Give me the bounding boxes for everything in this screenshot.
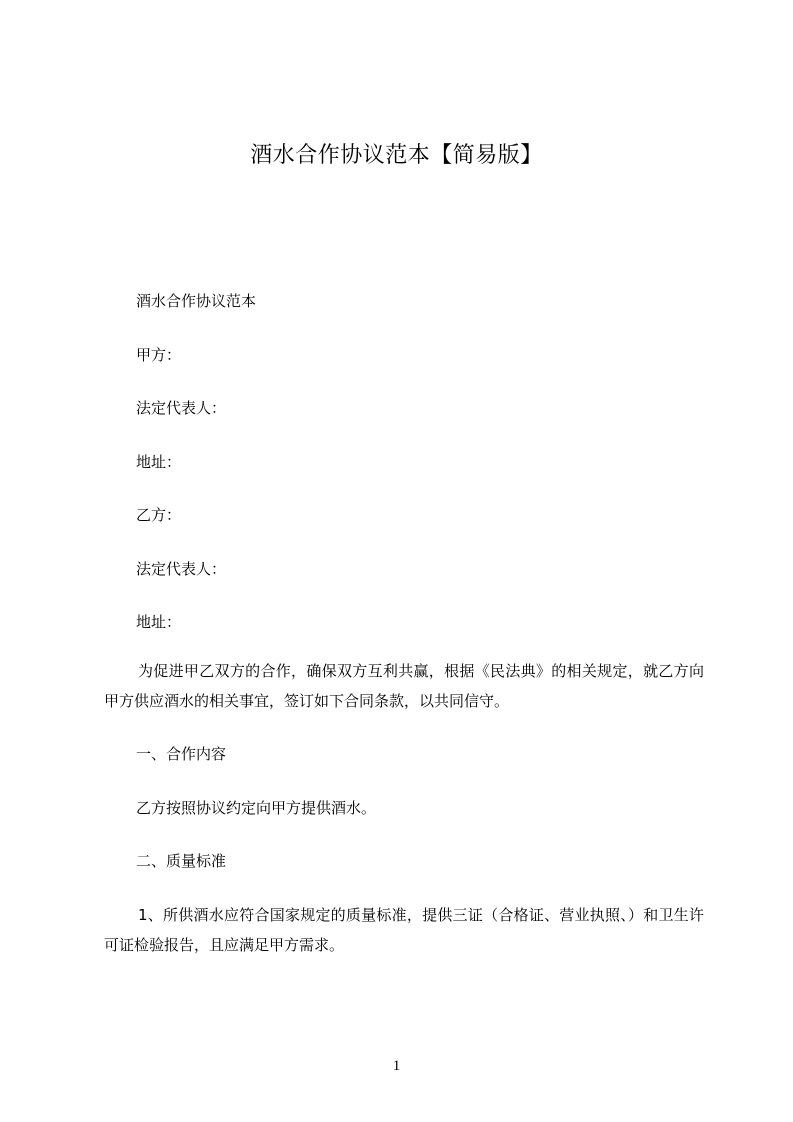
party-b-label: 乙方： xyxy=(136,506,182,524)
section-2-heading: 二、质量标准 xyxy=(136,852,227,870)
section-1-body: 乙方按照协议约定向甲方提供酒水。 xyxy=(136,799,377,817)
page-number: 1 xyxy=(392,1058,401,1074)
section-2-item-1: 1、所供酒水应符合国家规定的质量标准，提供三证（合格证、营业执照、）和卫生许可证检验报告，且应满足甲方需求。 xyxy=(104,906,704,954)
party-a-address-label: 地址： xyxy=(136,453,182,471)
document-title: 酒水合作协议范本【简易版】 xyxy=(250,143,543,168)
party-b-address-label: 地址： xyxy=(136,613,182,631)
party-a-label: 甲方： xyxy=(136,346,182,364)
party-a-representative-label: 法定代表人： xyxy=(136,399,227,417)
party-b-representative-label: 法定代表人： xyxy=(136,560,227,578)
section-1-heading: 一、合作内容 xyxy=(136,745,227,763)
subtitle: 酒水合作协议范本 xyxy=(136,292,257,310)
preamble-paragraph: 为促进甲乙双方的合作，确保双方互利共赢，根据《民法典》的相关规定，就乙方向甲方供应酒水的相关事宜，签订如下合同条款，以共同信守。 xyxy=(104,662,704,710)
